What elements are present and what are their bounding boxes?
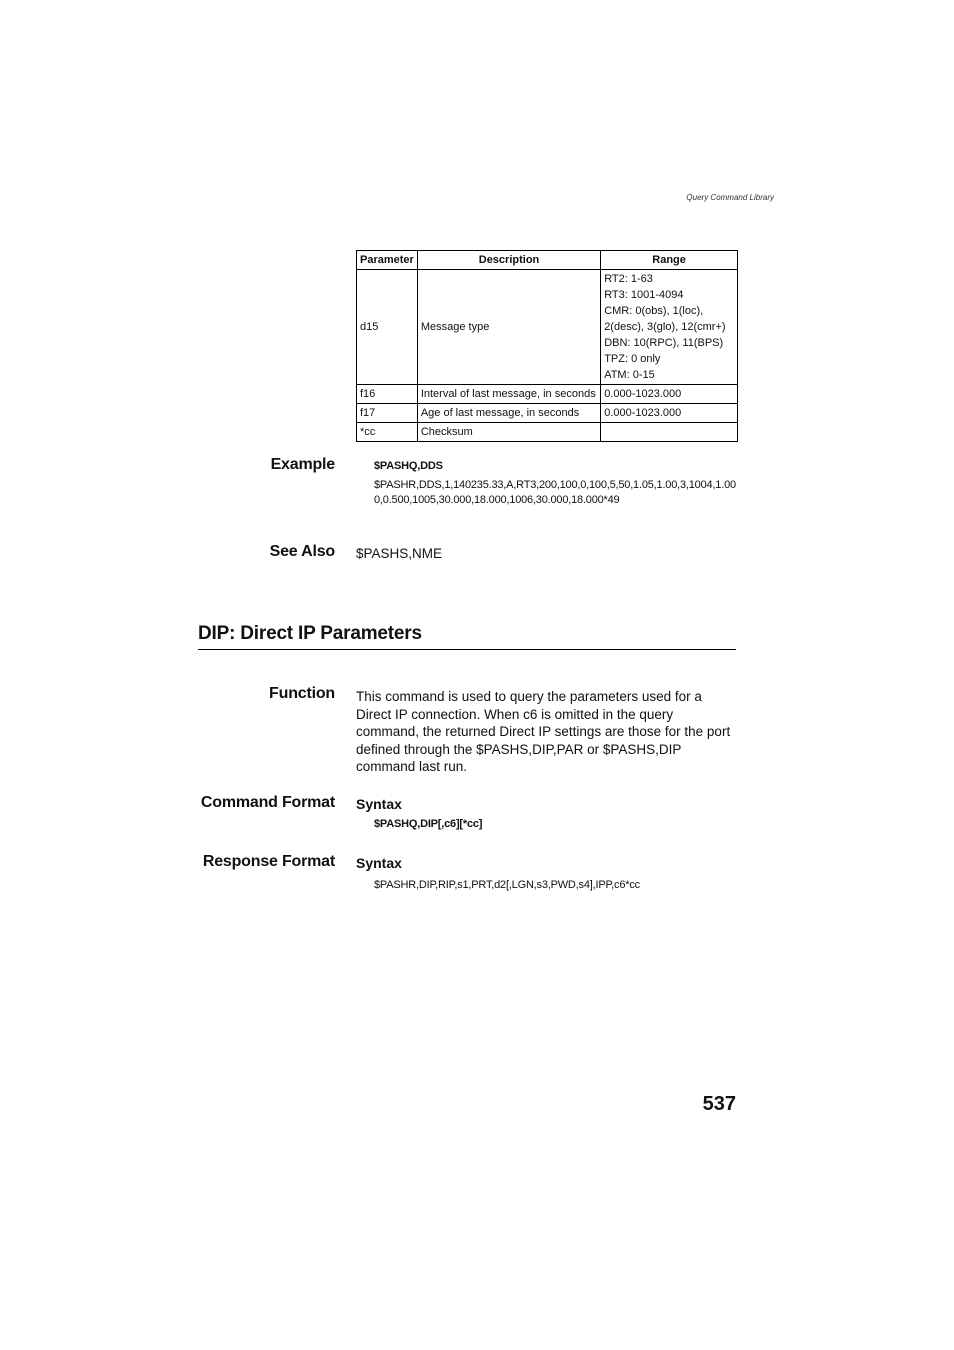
range-cell: 0.000-1023.000 <box>601 385 738 404</box>
param-cell: f17 <box>357 404 418 423</box>
parameter-table <box>356 250 738 442</box>
param-cell: d15 <box>357 270 418 385</box>
column-header-description: Description <box>417 251 600 270</box>
param-cell: f16 <box>357 385 418 404</box>
function-label: Function <box>269 685 335 702</box>
range-line: TPZ: 0 only <box>604 353 661 365</box>
range-line: RT3: 1001-4094 <box>604 289 684 301</box>
column-header-range: Range <box>601 251 738 270</box>
response-syntax: $PASHR,DIP,RIP,s1,PRT,d2[,LGN,s3,PWD,s4],IPP,c6*cc <box>374 879 640 891</box>
section-divider <box>198 649 736 650</box>
command-syntax-heading: Syntax <box>356 796 402 812</box>
example-response-line-2: 0,0.500,1005,30.000,18.000,1006,30.000,18.000*49 <box>374 494 620 506</box>
see-also-link[interactable]: $PASHS,NME <box>356 546 443 561</box>
range-line: 2(desc), 3(glo), 12(cmr+) <box>604 321 726 333</box>
command-syntax: $PASHQ,DIP[,c6][*cc] <box>374 818 483 830</box>
running-header: Query Command Library <box>686 193 774 202</box>
table-row <box>357 423 738 442</box>
column-header-parameter: Parameter <box>357 251 418 270</box>
range-line: RT2: 1-63 <box>604 273 653 285</box>
range-line: CMR: 0(obs), 1(loc), <box>604 305 704 317</box>
description-cell: Age of last message, in seconds <box>417 404 600 423</box>
range-line: ATM: 0-15 <box>604 369 655 381</box>
see-also-label: See Also <box>269 543 335 560</box>
range-cell <box>601 423 738 442</box>
example-response-line-1: $PASHR,DDS,1,140235.33,A,RT3,200,100,0,100,5,50,1.05,1.00,3,1004,1.00 <box>374 479 736 491</box>
description-cell: Message type <box>417 270 600 385</box>
example-command: $PASHQ,DDS <box>374 460 443 472</box>
table-row <box>357 404 738 423</box>
description-cell: Interval of last message, in seconds <box>417 385 600 404</box>
section-title: DIP: Direct IP Parameters <box>198 623 422 644</box>
page-number: 537 <box>702 1093 736 1115</box>
param-cell: *cc <box>357 423 418 442</box>
function-description: This command is used to query the parameters used for a Direct IP connection. When c6 is omitted in the query command, the returned Direct IP settings are those for the port defined through the $PASHS,DIP,PAR or $PASHS,DIP command last run. <box>356 689 731 774</box>
description-cell: Checksum <box>417 423 600 442</box>
response-format-label: Response Format <box>202 853 335 870</box>
table-row <box>357 270 738 385</box>
response-syntax-heading: Syntax <box>356 855 402 871</box>
table-header-row <box>357 251 738 270</box>
example-label: Example <box>270 456 335 473</box>
range-line: DBN: 10(RPC), 11(BPS) <box>604 337 724 349</box>
range-cell: 0.000-1023.000 <box>601 404 738 423</box>
table-row <box>357 385 738 404</box>
command-format-label: Command Format <box>200 794 335 811</box>
range-cell <box>601 270 738 385</box>
